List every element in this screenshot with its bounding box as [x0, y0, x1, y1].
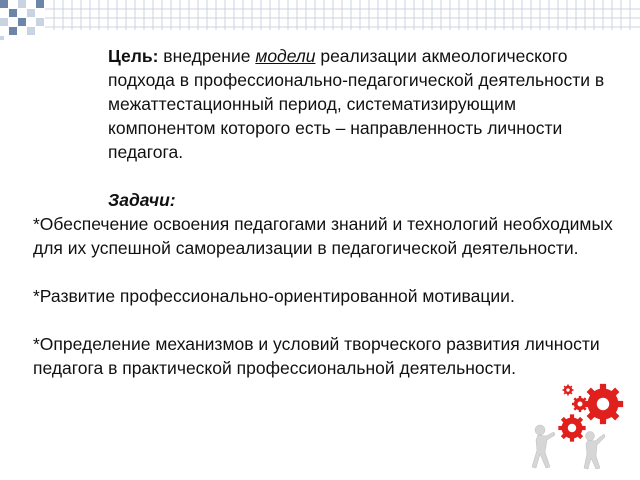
task-item-1: *Обеспечение освоения педагогами знаний и технологий необходимых для их успешной самореализации в педагогической деятельности.	[33, 214, 613, 258]
task-item-3: *Определение механизмов и условий творческого развития личности педагога в практической профессиональной деятельности.	[33, 334, 600, 378]
gears-illustration	[528, 372, 632, 472]
goal-text-after: реализации акмеологического подхода в профессионально-педагогической деятельности в межаттестационный период, систематизирующим компонентом которого есть – направленность личности педагога.	[108, 46, 605, 162]
pushing-figure-icon	[584, 432, 605, 470]
gear-tiny-icon	[563, 385, 574, 396]
goal-paragraph	[33, 44, 613, 164]
gear-large-icon	[583, 384, 623, 424]
goal-text-before: внедрение	[158, 46, 256, 66]
goal-colon: :	[152, 46, 159, 66]
task-item-2: *Развитие профессионально-ориентированной мотивации.	[33, 286, 515, 306]
gear-medium-icon	[558, 414, 585, 441]
goal-underlined-word: модели	[255, 46, 316, 66]
gear-small-icon	[572, 396, 588, 412]
slide-body	[33, 44, 613, 380]
decorative-squares	[0, 0, 640, 40]
pushing-figure-icon	[532, 425, 555, 468]
goal-label: Цель	[108, 46, 153, 66]
tasks-heading: Задачи:	[108, 190, 176, 210]
